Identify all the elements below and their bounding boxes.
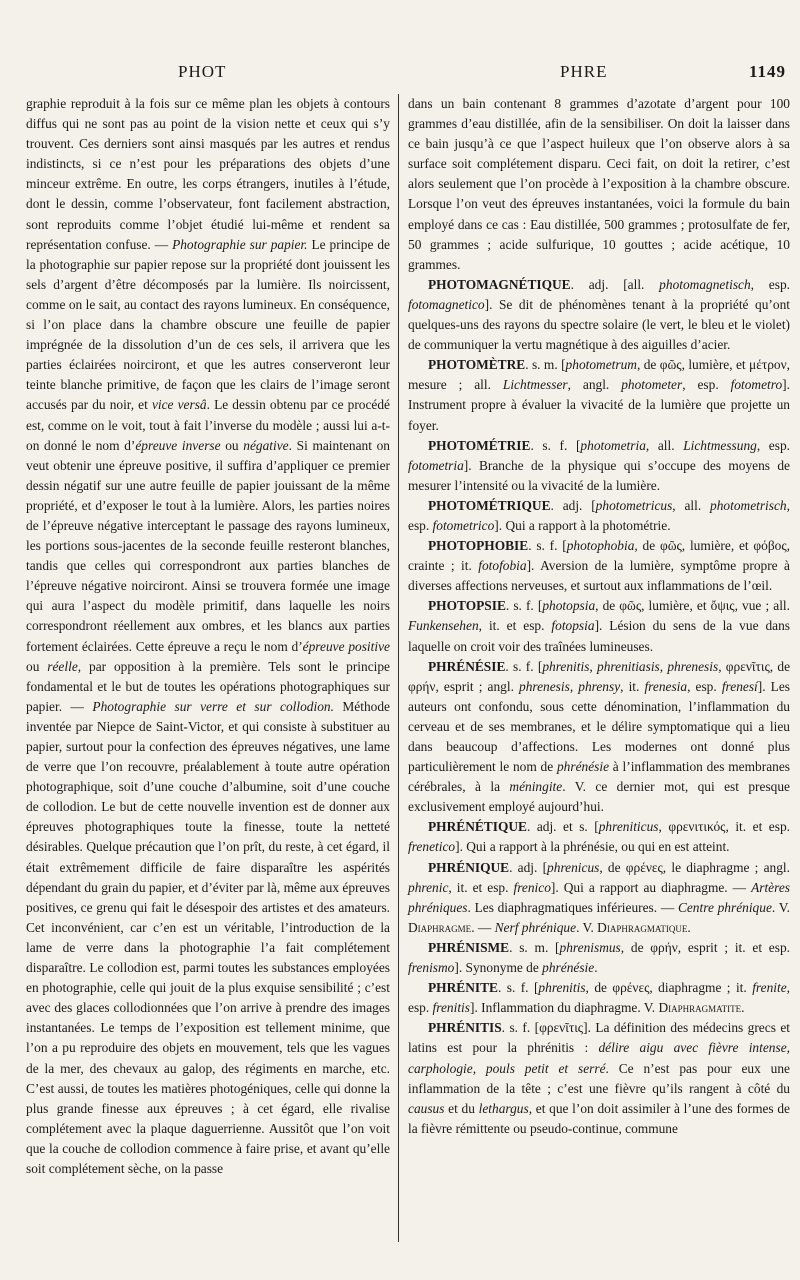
entry-photophobie: PHOTOPHOBIE. s. f. [photophobia, de φῶς, lumière, et φόβος, crainte ; it. fotofobia]. Aversion de la lumière, symptôme propre à diverses affections nerveuses, et surtout aux inflammations de l’œil. — [408, 538, 791, 594]
page-number: 1149 — [748, 62, 786, 81]
headword: PHOTOMAGNÉTIQUE — [428, 276, 571, 292]
entry-photometrie: PHOTOMÉTRIE. s. f. [photometria, all. Lichtmessung, esp. fotometria]. Branche de la physique qui s’occupe des moyens de mesurer l’intensité ou la vivacité de la lumière. — [408, 437, 790, 493]
entry-photomagnetique: PHOTOMAGNÉTIQUE. adj. [all. photomagnetisch, esp. fotomagnetico]. Se dit de phénomènes tenant à la propriété qu’ont quelques-uns des rayons du spectre solaire (le vert, le bleu et le violet) de communiquer la vertu magnétique à des aiguilles d’acier. — [408, 276, 790, 353]
entry-phrenite: PHRÉNITE. s. f. [phrenitis, de φρένες, diaphragme ; it. frenite, esp. frenitis]. Inflammation du diaphragme. V. Diaphragmatite. — [408, 980, 791, 1016]
headword: PHOTOMÈTRE — [428, 357, 526, 373]
headword: PHRÉNITE — [428, 980, 498, 996]
headword: PHOTOPSIE — [428, 598, 506, 614]
entry-phrenisme: PHRÉNISME. s. m. [phrenismus, de φρήν, esprit ; it. et esp. frenismo]. Synonyme de phrénésie. — [408, 939, 790, 976]
entry-phrenetique: PHRÉNÉTIQUE. adj. et s. [phreniticus, φρενιτικός, it. et esp. frenetico]. Qui a rapport à la phrénésie, ou qui en est atteint. — [408, 819, 790, 855]
entry-photopsie: PHOTOPSIE. s. f. [photopsia, de φῶς, lumière, et ὄψις, vue ; all. Funkensehen, it. et esp. fotopsia]. Lésion du sens de la vue dans laquelle on croit voir des traînées lumineuses. — [408, 598, 790, 654]
column-divider — [398, 94, 399, 1242]
entry-photometrique: PHOTOMÉTRIQUE. adj. [photometricus, all. photometrisch, esp. fotometrico]. Qui a rapport à la photométrie. — [408, 497, 790, 533]
photographie-paragraph: graphie reproduit à la fois sur ce même plan les objets à contours diffus qui ne sont pas au point de la vision nette et ceux qui s’y trouvent. Ces derniers sont ainsi masqués par les autres et rendus indistincts, si ce n’est pour les préparations des objets d’une minceur extrême. En outre, les corps étrangers, inutiles à l’étude, dont le dessin, comme l’observateur, font facilement abstraction, sont reproduits comme l’objet étudié lui-même et rendent sa représentation confuse. — Photographie sur papier. Le principe de la photographie sur papier repose sur la propriété dont jouissent les sels d’argent d’être décomposés par la lumière. Ils noircissent, comme on le sait, au contact des rayons lumineux. En conséquence, si l’on place dans la chambre obscure une feuille de papier imprégnée de la dissolution d’un de ces sels, il arrivera que les parties éclairées noirciront, et que les autres conserveront leur teinte blanche primitive, de façon que les clairs de l’image seront accusés par du noir, et vice versâ. Le dessin obtenu par ce procédé est, comme on le voit, tout à fait l’inverse du modèle ; aussi lui a-t-on donné le nom d’épreuve inverse ou négative. Si maintenant on veut obtenir une épreuve positive, il suffira d’appliquer ce premier dessin négatif sur une autre feuille de papier jouissant de la même propriété, et d’exposer le tout à la lumière. Alors, les parties noires de l’épreuve négative interceptant le passage des rayons lumineux, les portions sous-jacentes de la seconde feuille resteront blanches, tandis que celles qui correspondront aux parties blanches de l’épreuve négative noirciront. Ainsi se trouvera formée une image qui aura l’aspect du modèle primitif, dans laquelle les noirs correspondront réellement aux ombres, et les blancs aux parties fortement éclairées. Cette épreuve a reçu le nom d’épreuve positive ou réelle, par opposition à la première. Tels sont le principe fondamental et le but de toutes les opérations photographiques sur papier. — Photographie sur verre et sur collodion. Méthode inventée par Niepce de Saint-Victor, et qui consiste à substituer au papier, surtout pour la confection des épreuves négatives, une lame de verre que l’on recouvre, préalablement à toute autre opération photographique, soit d’une couche d’albumine, soit d’une couche de collodion. Le but de cette nouvelle invention est de donner aux épreuves photographiques toute la finesse, toute la netteté désirables. Quelque précaution que l’on prît, du reste, à cet égard, il était extrêmement difficile de faire disparaître les aspérités dépendant du grain du papier, et d’éviter par là, même aux épreuves positives, ce grenu qui fait le désespoir des artistes et des amateurs. Cet inconvénient, car c’en est un véritable, l’introduction de la lame de verre dans la photographie l’a fait complétement disparaître. Le collodion est, parmi toutes les substances employées en photographie, celle qui jouit de la plus exquise sensibilité ; c’est avec des glaces collodionnées que l’on arrive à prendre des images instantanées. Le temps de l’exposition est tellement minime, que l’on a pu reproduire des objets en mouvement, tels que les vagues de la mer, des chevaux au galop, des régiments en marche, etc. C’est aussi, de toutes les matières photogéniques, celle qui donne la plus grande finesse aux épreuves ; à cet égard, elle rivalise complétement avec la plaque daguerrienne. Aussitôt que l’on voit que la couche de collodion commence à faire prise, et avant qu’elle soit complétement sèche, on la passe — [26, 96, 391, 1176]
headword: PHRÉNISME — [428, 939, 510, 955]
continuation-paragraph: dans un bain contenant 8 grammes d’azotate d’argent pour 100 grammes d’eau distillée, afin de la sensibiliser. On doit la laisser dans ce bain jusqu’à ce que l’aspect huileux que l’on observe alors à sa surface soit complétement disparu. Ceci fait, on doit la retirer, c’est alors seulement que l’on procède à l’exposition à la chambre obscure. Lorsque l’on veut des épreuves instantanées, voici la formule du bain employé dans ce cas : Eau distillée, 500 grammes ; protosulfate de fer, 50 grammes ; acide sulfurique, 10 gouttes ; acide acétique, 10 grammes. — [408, 96, 790, 272]
entry-phrenique: PHRÉNIQUE. adj. [phrenicus, de φρένες, le diaphragme ; angl. phrenic, it. et esp. frenico]. Qui a rapport au diaphragme. — Artères phréniques. Les diaphragmatiques inférieures. — Centre phrénique. V. Diaphragme. — Nerf phrénique. V. Diaphragmatique. — [408, 859, 790, 935]
headword: PHRÉNIQUE — [428, 859, 510, 875]
running-head-left: PHOT — [178, 62, 227, 81]
headword: PHOTOMÉTRIQUE — [428, 497, 551, 513]
headword: PHRÉNITIS — [428, 1020, 502, 1036]
entry-photometre: PHOTOMÈTRE. s. m. [photometrum, de φῶς, lumière, et μέτρον, mesure ; all. Lichtmesser, angl. photometer, esp. fotometro]. Instrument propre à évaluer la vivacité de la lumière que projette un foyer. — [408, 357, 790, 433]
running-head-right: PHRE — [560, 62, 608, 81]
entry-phrenesie: PHRÉNÉSIE. s. f. [phrenitis, phrenitiasis, phrenesis, φρενῖτις, de φρήν, esprit ; angl. phrenesis, phrensy, it. frenesia, esp. frenesí]. Les auteurs ont confondu, sous cette dénomination, l’inflammation du cerveau et de ses membranes, et le délire symptomatique qui a lieu dans beaucoup d’affections. Les modernes ont donné plus particulièrement le nom de phrénésie à l’inflammation des membranes cérébrales, à la méningite. V. ce dernier mot, qui est presque exclusivement employé aujourd’hui. — [408, 658, 791, 815]
headword: PHOTOPHOBIE — [428, 538, 529, 554]
headword: PHOTOMÉTRIE — [428, 437, 531, 453]
entry-phrenitis: PHRÉNITIS. s. f. [φρενῖτις]. La définition des médecins grecs et latins est pour la phrénitis : délire aigu avec fièvre intense, carphologie, pouls petit et serré. Ce n’est pas pour eux une inflammation de la tête ; c’est une fièvre qu’ils rangent à côté du causus et du lethargus, et que l’on doit assimiler à l’une des formes de la fièvre rémittente ou pseudo-continue, commune — [408, 1020, 791, 1136]
headword: PHRÉNÉTIQUE — [428, 819, 527, 835]
headword: PHRÉNÉSIE — [428, 658, 506, 674]
right-column — [408, 94, 790, 1139]
left-column — [26, 94, 390, 1179]
